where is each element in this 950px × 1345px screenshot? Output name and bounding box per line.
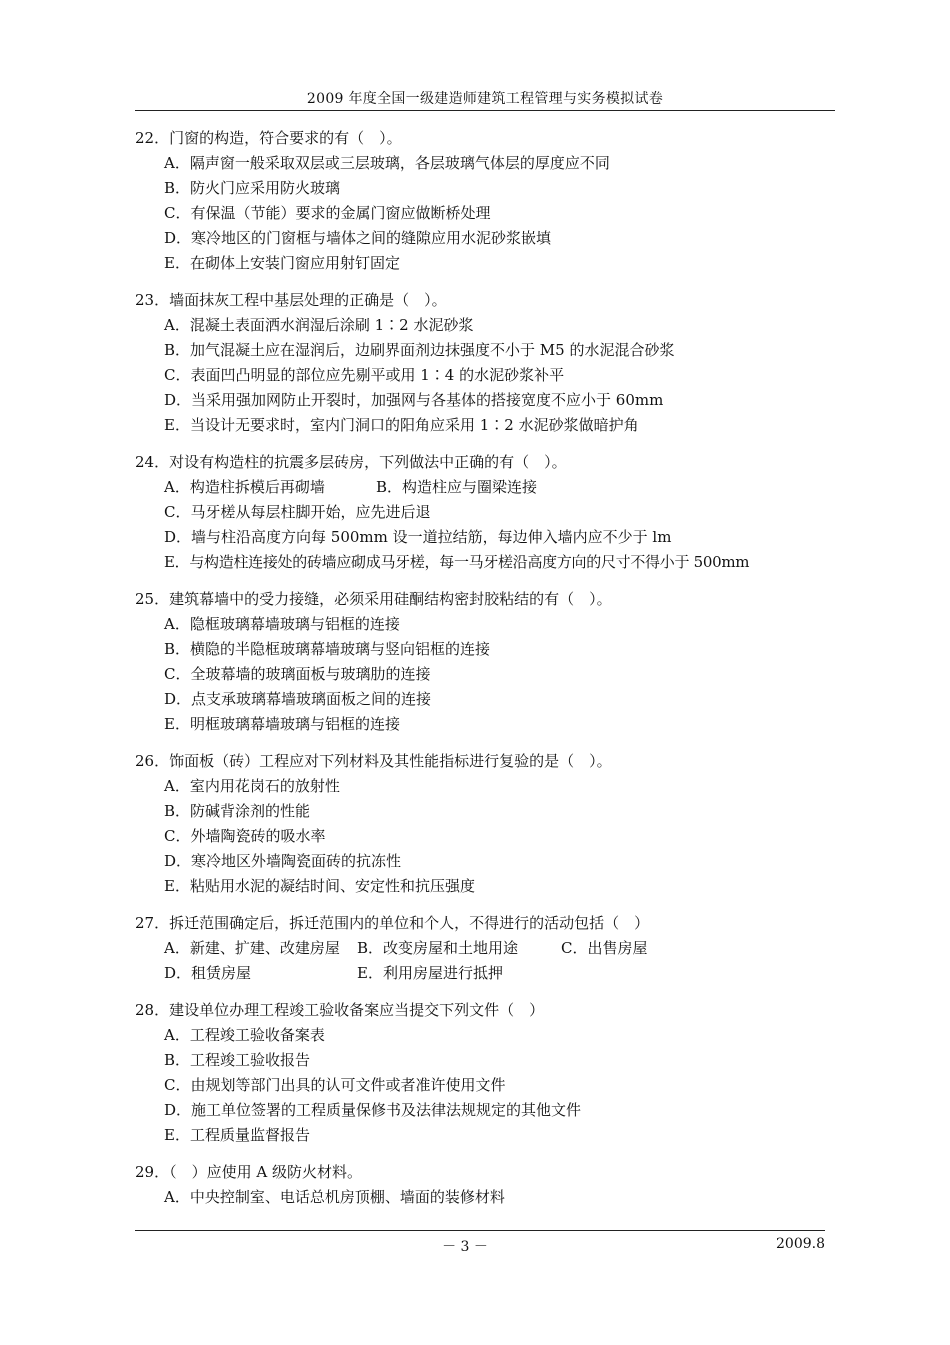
question-25 bbox=[135, 587, 835, 737]
question-stem: 22．门窗的构造，符合要求的有（ ）。 bbox=[135, 129, 402, 147]
question-stem: 26．饰面板（砖）工程应对下列材料及其性能指标进行复验的是（ ）。 bbox=[135, 752, 612, 770]
question-24 bbox=[135, 450, 835, 575]
option-d: D．墙与柱沿高度方向每 500mm 设一道拉结筋，每边伸入墙内应不少于 lm bbox=[164, 528, 672, 546]
option-a: A．工程竣工验收备案表 bbox=[164, 1026, 325, 1044]
question-23 bbox=[135, 288, 835, 438]
page-header-title: 2009 年度全国一级建造师建筑工程管理与实务模拟试卷 bbox=[306, 91, 664, 107]
option-c: C．有保温（节能）要求的金属门窗应做断桥处理 bbox=[164, 204, 491, 222]
option-a: A．室内用花岗石的放射性 bbox=[164, 777, 340, 795]
option-e: E．与构造柱连接处的砖墙应砌成马牙槎，每一马牙槎沿高度方向的尺寸不得小于 500mm bbox=[164, 553, 750, 571]
option-b: B．构造柱应与圈梁连接 bbox=[376, 478, 538, 496]
option-row-ab bbox=[135, 475, 835, 500]
option-d: D．租赁房屋 bbox=[164, 964, 252, 982]
question-26 bbox=[135, 749, 835, 899]
question-stem: 28．建设单位办理工程竣工验收备案应当提交下列文件（ ） bbox=[135, 1001, 545, 1019]
question-stem: 29．（ ）应使用 A 级防火材料。 bbox=[135, 1163, 362, 1181]
option-a: A．隐框玻璃幕墙玻璃与铝框的连接 bbox=[164, 615, 400, 633]
option-c: C．出售房屋 bbox=[561, 939, 648, 957]
option-b: B．横隐的半隐框玻璃幕墙玻璃与竖向铝框的连接 bbox=[164, 640, 491, 658]
question-29 bbox=[135, 1160, 835, 1210]
option-e: E．工程质量监督报告 bbox=[164, 1126, 310, 1144]
footer-divider bbox=[135, 1230, 825, 1231]
option-e: E．粘贴用水泥的凝结时间、安定性和抗压强度 bbox=[164, 877, 475, 895]
option-a: A．隔声窗一般采取双层或三层玻璃，各层玻璃气体层的厚度应不同 bbox=[164, 154, 610, 172]
option-b: B．改变房屋和土地用途 bbox=[357, 939, 519, 957]
question-stem: 25．建筑幕墙中的受力接缝，必须采用硅酮结构密封胶粘结的有（ ）。 bbox=[135, 590, 612, 608]
option-e: E．在砌体上安装门窗应用射钉固定 bbox=[164, 254, 400, 272]
option-b: B．防火门应采用防火玻璃 bbox=[164, 179, 341, 197]
question-27 bbox=[135, 911, 835, 986]
option-e: E．当设计无要求时，室内门洞口的阳角应采用 1∶2 水泥砂浆做暗护角 bbox=[164, 416, 639, 434]
option-d: D．当采用强加网防止开裂时，加强网与各基体的搭接宽度不应小于 60mm bbox=[164, 391, 664, 409]
option-a: A．构造柱拆模后再砌墙 bbox=[164, 478, 325, 496]
option-e: E．利用房屋进行抵押 bbox=[357, 964, 503, 982]
option-e: E．明框玻璃幕墙玻璃与铝框的连接 bbox=[164, 715, 400, 733]
option-a: A．中央控制室、电话总机房顶棚、墙面的装修材料 bbox=[164, 1188, 505, 1206]
option-d: D．施工单位签署的工程质量保修书及法律法规规定的其他文件 bbox=[164, 1101, 582, 1119]
option-row-de bbox=[135, 961, 835, 986]
question-stem: 23．墙面抹灰工程中基层处理的正确是（ ）。 bbox=[135, 291, 447, 309]
header-divider bbox=[135, 110, 835, 111]
option-c: C．全玻幕墙的玻璃面板与玻璃肋的连接 bbox=[164, 665, 431, 683]
question-list bbox=[135, 126, 835, 1160]
question-28 bbox=[135, 998, 835, 1148]
option-c: C．马牙槎从每层柱脚开始，应先进后退 bbox=[164, 503, 431, 521]
footer-date: 2009.8 bbox=[776, 1236, 825, 1252]
option-d: D．寒冷地区的门窗框与墙体之间的缝隙应用水泥砂浆嵌填 bbox=[164, 229, 552, 247]
option-row-abc bbox=[135, 936, 835, 961]
question-stem: 27．拆迁范围确定后，拆迁范围内的单位和个人，不得进行的活动包括（ ） bbox=[135, 914, 650, 932]
question-22 bbox=[135, 126, 835, 276]
option-a: A．混凝土表面洒水润湿后涂刷 1∶2 水泥砂浆 bbox=[164, 316, 474, 334]
option-d: D．寒冷地区外墙陶瓷面砖的抗冻性 bbox=[164, 852, 402, 870]
option-c: C．由规划等部门出具的认可文件或者准许使用文件 bbox=[164, 1076, 506, 1094]
option-c: C．表面凹凸明显的部位应先剔平或用 1∶4 的水泥砂浆补平 bbox=[164, 366, 565, 384]
question-stem: 24．对设有构造柱的抗震多层砖房，下列做法中正确的有（ ）。 bbox=[135, 453, 567, 471]
page-number: － 3 － bbox=[442, 1239, 488, 1255]
option-d: D．点支承玻璃幕墙玻璃面板之间的连接 bbox=[164, 690, 432, 708]
option-b: B．工程竣工验收报告 bbox=[164, 1051, 311, 1069]
option-b: B．防碱背涂剂的性能 bbox=[164, 802, 311, 820]
option-b: B．加气混凝土应在湿润后，边刷界面剂边抹强度不小于 M5 的水泥混合砂浆 bbox=[164, 341, 675, 359]
option-c: C．外墙陶瓷砖的吸水率 bbox=[164, 827, 326, 845]
option-a: A．新建、扩建、改建房屋 bbox=[164, 939, 340, 957]
